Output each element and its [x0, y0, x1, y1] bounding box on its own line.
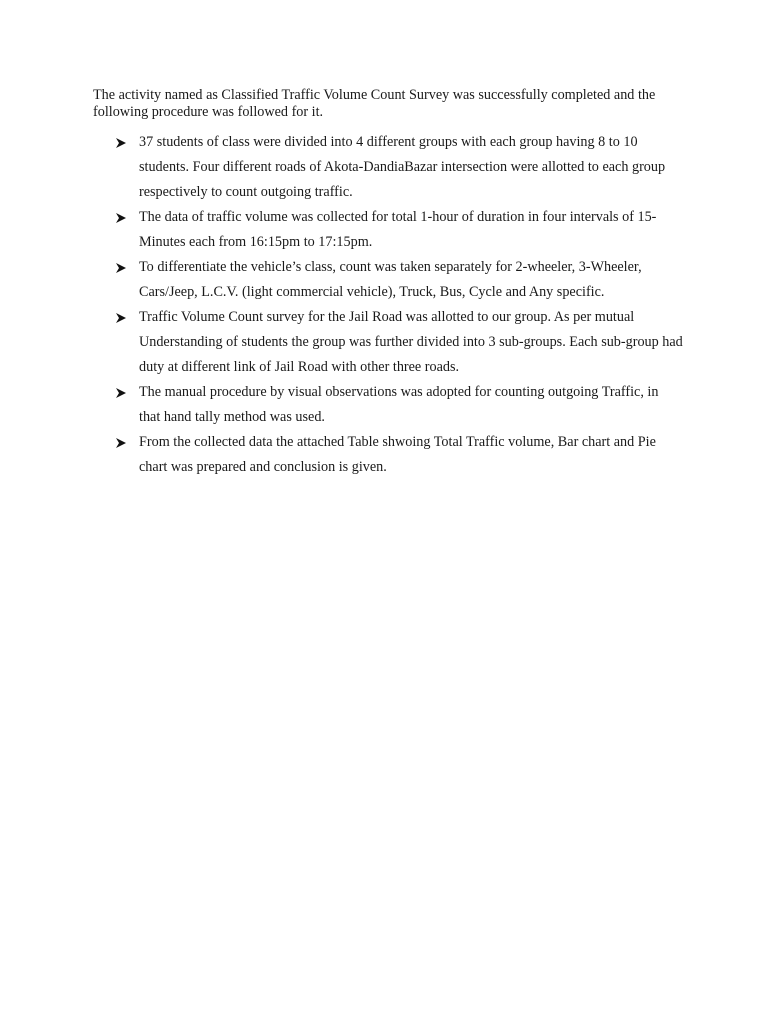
- list-item: [93, 205, 683, 255]
- arrowhead-bullet-icon: [115, 212, 127, 224]
- intro-paragraph: The activity named as Classified Traffic Volume Count Survey was successfully completed and the following procedure was followed for it.: [93, 87, 656, 120]
- list-item: [93, 130, 683, 205]
- list-item-text: The manual procedure by visual observations was adopted for counting outgoing Traffic, in that hand tally method was used.: [139, 384, 659, 425]
- arrowhead-bullet-icon: [115, 387, 127, 399]
- procedure-list: [93, 130, 683, 480]
- arrowhead-bullet-icon: [115, 262, 127, 274]
- list-item: [93, 430, 683, 480]
- arrowhead-bullet-icon: [115, 312, 127, 324]
- list-item: [93, 305, 683, 380]
- list-item: [93, 255, 683, 305]
- list-item-text: From the collected data the attached Table shwoing Total Traffic volume, Bar chart and Pie chart was prepared and conclusion is given.: [139, 434, 656, 475]
- list-item-text: The data of traffic volume was collected for total 1-hour of duration in four intervals of 15-Minutes each from 16:15pm to 17:15pm.: [139, 209, 657, 250]
- list-item-text: 37 students of class were divided into 4 different groups with each group having 8 to 10 students. Four different roads of Akota-DandiaBazar intersection were allotted to each group respectively to count outgoing traffic.: [139, 134, 666, 200]
- arrowhead-bullet-icon: [115, 137, 127, 149]
- list-item-text: Traffic Volume Count survey for the Jail Road was allotted to our group. As per mutual Understanding of students the group was further divided into 3 sub-groups. Each sub-group had duty at different link of Jail Road with other three roads.: [139, 309, 683, 375]
- arrowhead-bullet-icon: [115, 437, 127, 449]
- list-item-text: To differentiate the vehicle’s class, count was taken separately for 2-wheeler, 3-Wheeler, Cars/Jeep, L.C.V. (light commercial vehicle), Truck, Bus, Cycle and Any specific.: [139, 259, 642, 300]
- list-item: [93, 380, 683, 430]
